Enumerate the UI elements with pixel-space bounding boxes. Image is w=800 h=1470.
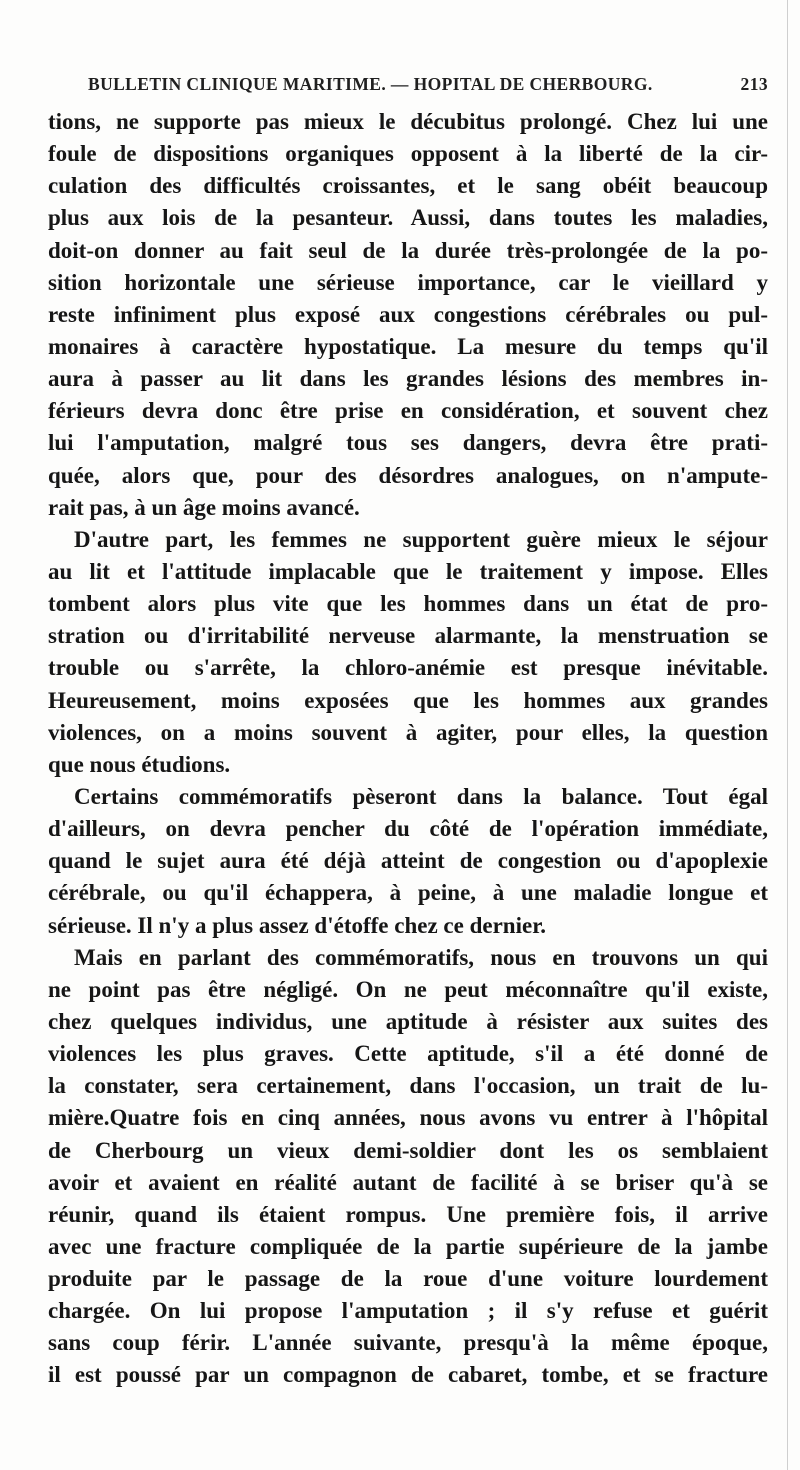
text-line: tombent alors plus vite que les hommes dans un état de pro- (48, 591, 768, 617)
running-header-title: BULLETIN CLINIQUE MARITIME. — HOPITAL DE CHERBOURG. (88, 74, 653, 94)
text-line: Heureusement, moins exposées que les hommes aux grandes (48, 687, 768, 713)
text-line: D'autre part, les femmes ne supportent guère mieux le séjour (74, 526, 768, 552)
text-line: plus aux lois de la pesanteur. Aussi, dans toutes les maladies, (48, 205, 768, 231)
text-line: tions, ne supporte pas mieux le décubitus prolongé. Chez lui une (48, 109, 768, 134)
text-line: sans coup férir. L'année suivante, presqu'à la même époque, (48, 1330, 768, 1356)
running-header (88, 74, 768, 104)
text-line: que nous étudions. (48, 751, 231, 777)
text-line: foule de dispositions organiques opposent à la liberté de la cir- (48, 141, 768, 167)
text-line: ne point pas être négligé. On ne peut méconnaître qu'il existe, (48, 976, 768, 1002)
text-line: cérébrale, ou qu'il échappera, à peine, à une maladie longue et (48, 880, 768, 906)
text-line: stration ou d'irritabilité nerveuse alarmante, la menstruation se (48, 623, 768, 649)
text-line: réunir, quand ils étaient rompus. Une première fois, il arrive (48, 1201, 768, 1227)
text-line: reste infiniment plus exposé aux congestions cérébrales ou pul- (48, 301, 768, 327)
text-line: sition horizontale une sérieuse importance, car le vieillard y (48, 269, 768, 295)
text-line: au lit et l'attitude implacable que le traitement y impose. Elles (48, 558, 768, 584)
text-line: férieurs devra donc être prise en considération, et souvent chez (48, 398, 768, 424)
text-line: rait pas, à un âge moins avancé. (48, 494, 360, 520)
text-line: mière.Quatre fois en cinq années, nous avons vu entrer à l'hôpital (48, 1105, 768, 1131)
text-line: quée, alors que, pour des désordres analogues, on n'ampute- (48, 462, 768, 488)
text-line: lui l'amputation, malgré tous ses dangers, devra être prati- (48, 430, 768, 456)
text-line: de Cherbourg un vieux demi-soldier dont les os semblaient (48, 1137, 768, 1163)
text-line: la constater, sera certainement, dans l'occasion, un trait de lu- (48, 1073, 768, 1099)
text-line: violences, on a moins souvent à agiter, pour elles, la question (48, 719, 768, 745)
text-line: sérieuse. Il n'y a plus assez d'étoffe chez ce dernier. (48, 912, 547, 938)
text-line: culation des difficultés croissantes, et le sang obéit beaucoup (48, 173, 768, 199)
text-line: chargée. On lui propose l'amputation ; il s'y refuse et guérit (48, 1298, 768, 1324)
body-text (48, 106, 768, 1392)
text-line: avoir et avaient en réalité autant de facilité à se briser qu'à se (48, 1169, 768, 1195)
text-line: doit-on donner au fait seul de la durée très-prolongée de la po- (48, 237, 768, 263)
text-line: quand le sujet aura été déjà atteint de congestion ou d'apoplexie (48, 848, 768, 874)
page-number: 213 (740, 74, 768, 94)
text-line: produite par le passage de la roue d'une voiture lourdement (48, 1266, 768, 1292)
text-line: trouble ou s'arrête, la chloro-anémie est presque inévitable. (48, 655, 768, 681)
page-edge-divider (787, 0, 788, 1470)
text-line: violences les plus graves. Cette aptitude, s'il a été donné de (48, 1041, 768, 1067)
text-line: avec une fracture compliquée de la partie supérieure de la jambe (48, 1233, 768, 1259)
text-line: aura à passer au lit dans les grandes lésions des membres in- (48, 366, 768, 392)
text-line: chez quelques individus, une aptitude à résister aux suites des (48, 1008, 768, 1034)
text-line: Certains commémoratifs pèseront dans la balance. Tout égal (74, 783, 768, 809)
text-line: il est poussé par un compagnon de cabaret, tombe, et se fracture (48, 1362, 768, 1388)
text-line: d'ailleurs, on devra pencher du côté de l'opération immédiate, (48, 816, 768, 842)
text-line: monaires à caractère hypostatique. La mesure du temps qu'il (48, 333, 768, 359)
text-line: Mais en parlant des commémoratifs, nous en trouvons un qui (74, 944, 768, 970)
